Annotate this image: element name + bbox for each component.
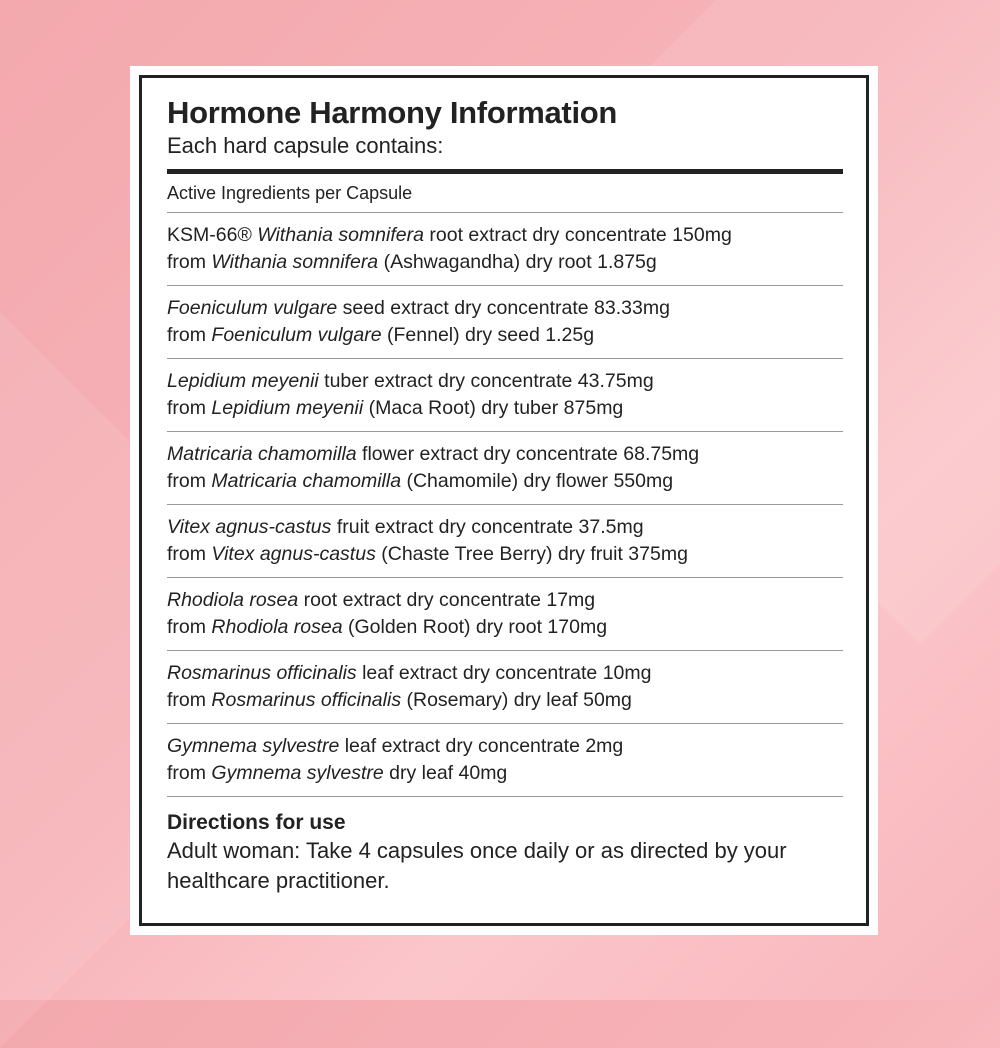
ingredient-text: from <box>167 543 212 565</box>
ingredient-extract-line <box>167 368 843 395</box>
botanical-name: Rosmarinus officinalis <box>167 662 357 684</box>
botanical-name: Matricaria chamomilla <box>167 443 357 465</box>
table-header: Active Ingredients per Capsule <box>167 174 843 213</box>
ingredient-text: flower extract dry concentrate 68.75mg <box>356 443 700 465</box>
ingredient-source-line <box>167 395 843 422</box>
ingredient-text: from <box>167 616 212 638</box>
ingredient-extract-line <box>167 733 843 760</box>
label-content <box>167 93 843 896</box>
ingredient-text: from <box>167 689 212 711</box>
ingredient-text: from <box>167 397 212 419</box>
ingredient-source-line <box>167 249 843 276</box>
botanical-name: Foeniculum vulgare <box>167 297 338 319</box>
ingredient-row <box>167 724 843 797</box>
botanical-name: Lepidium meyenii <box>211 397 364 419</box>
ingredient-row <box>167 651 843 724</box>
ingredient-text: fruit extract dry concentrate 37.5mg <box>331 516 644 538</box>
ingredient-source-line <box>167 687 843 714</box>
ingredient-text: leaf extract dry concentrate 10mg <box>356 662 652 684</box>
ingredient-text: (Chaste Tree Berry) dry fruit 375mg <box>375 543 688 565</box>
ingredient-text: (Rosemary) dry leaf 50mg <box>401 689 632 711</box>
ingredient-text: seed extract dry concentrate 83.33mg <box>337 297 670 319</box>
directions-section <box>167 797 843 896</box>
ingredient-text: (Fennel) dry seed 1.25g <box>381 324 595 346</box>
ingredient-extract-line <box>167 514 843 541</box>
directions-text: Adult woman: Take 4 capsules once daily or as directed by your healthcare practitioner. <box>167 838 787 893</box>
ingredient-text: from <box>167 470 212 492</box>
botanical-name: Rhodiola rosea <box>211 616 343 638</box>
directions-title: Directions for use <box>167 811 346 834</box>
ingredient-text: from <box>167 251 212 273</box>
ingredient-text: root extract dry concentrate 17mg <box>298 589 596 611</box>
botanical-name: Rosmarinus officinalis <box>211 689 402 711</box>
ingredient-text: (Maca Root) dry tuber 875mg <box>363 397 624 419</box>
botanical-name: Matricaria chamomilla <box>211 470 402 492</box>
ingredient-extract-line <box>167 587 843 614</box>
ingredient-source-line <box>167 760 843 787</box>
ingredient-source-line <box>167 468 843 495</box>
panel-subtitle: Each hard capsule contains: <box>167 133 444 158</box>
ingredient-text: KSM-66® <box>167 224 258 246</box>
ingredient-row <box>167 286 843 359</box>
botanical-name: Vitex agnus-castus <box>211 543 376 565</box>
ingredient-text: leaf extract dry concentrate 2mg <box>339 735 624 757</box>
ingredient-text: (Ashwagandha) dry root 1.875g <box>378 251 657 273</box>
panel-title: Hormone Harmony Information <box>167 95 618 130</box>
ingredient-extract-line <box>167 441 843 468</box>
ingredient-text: tuber extract dry concentrate 43.75mg <box>318 370 654 392</box>
ingredient-source-line <box>167 541 843 568</box>
botanical-name: Rhodiola rosea <box>167 589 299 611</box>
ingredient-text: root extract dry concentrate 150mg <box>423 224 732 246</box>
botanical-name: Vitex agnus-castus <box>167 516 332 538</box>
ingredient-text: dry leaf 40mg <box>383 762 508 784</box>
ingredient-extract-line <box>167 222 843 249</box>
ingredient-text: (Chamomile) dry flower 550mg <box>401 470 674 492</box>
ingredient-row <box>167 213 843 286</box>
ingredient-row <box>167 432 843 505</box>
ingredient-row <box>167 505 843 578</box>
ingredient-list <box>167 213 843 797</box>
ingredient-text: from <box>167 762 212 784</box>
botanical-name: Gymnema sylvestre <box>167 735 340 757</box>
ingredient-extract-line <box>167 295 843 322</box>
botanical-name: Withania somnifera <box>211 251 379 273</box>
botanical-name: Withania somnifera <box>257 224 424 246</box>
ingredient-text: (Golden Root) dry root 170mg <box>342 616 608 638</box>
ingredient-row <box>167 578 843 651</box>
ingredient-source-line <box>167 614 843 641</box>
ingredient-source-line <box>167 322 843 349</box>
ingredient-extract-line <box>167 660 843 687</box>
botanical-name: Lepidium meyenii <box>167 370 319 392</box>
ingredient-row <box>167 359 843 432</box>
botanical-name: Gymnema sylvestre <box>211 762 384 784</box>
botanical-name: Foeniculum vulgare <box>211 324 382 346</box>
ingredient-text: from <box>167 324 212 346</box>
